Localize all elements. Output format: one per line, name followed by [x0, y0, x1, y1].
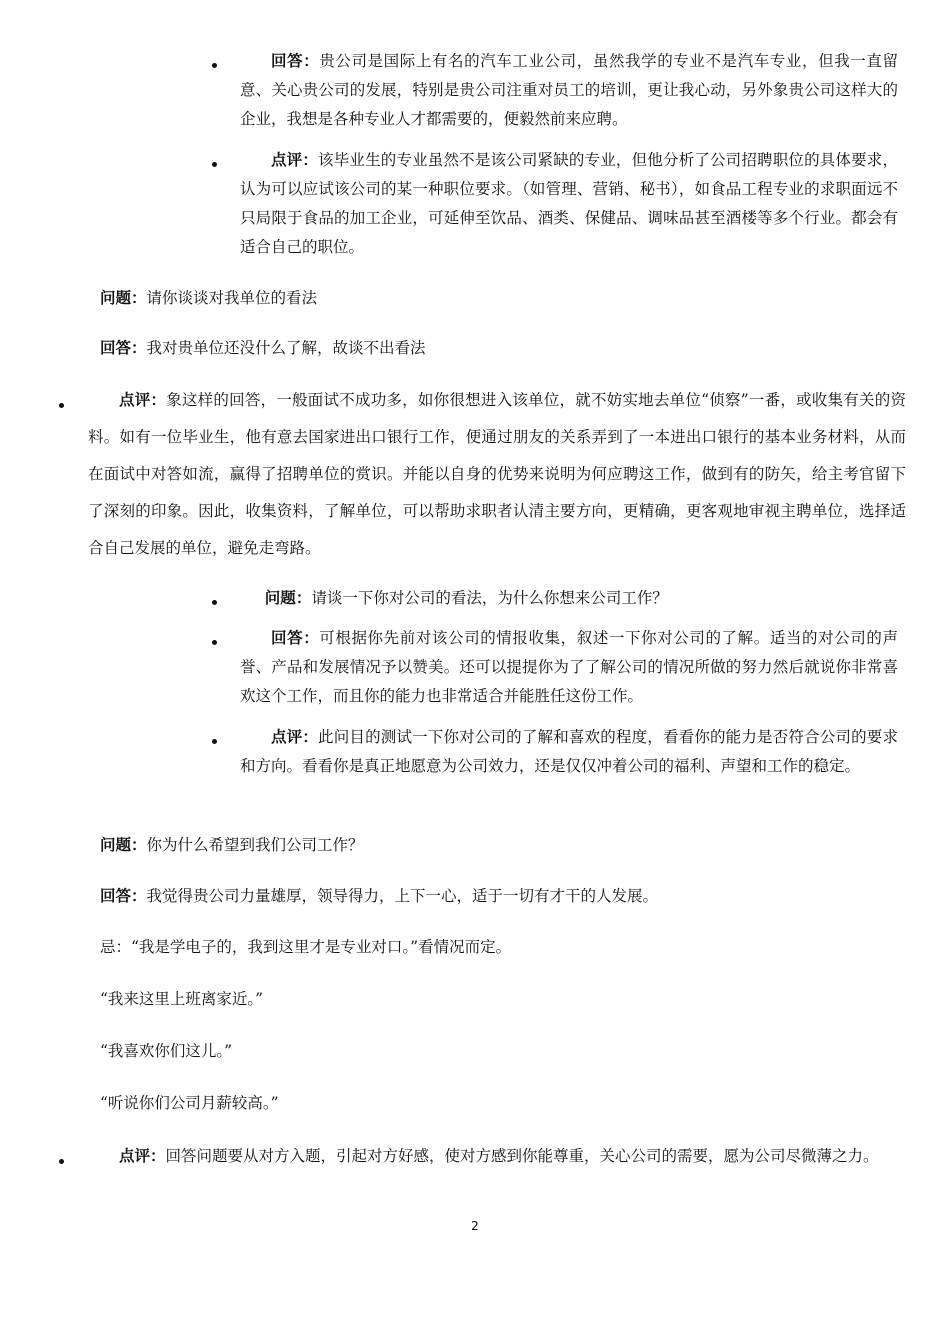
- list-item-text: 点评：此问目的测试一下你对公司的了解和喜欢的程度，看看你的能力是否符合公司的要求和方向。看看你是真正地愿意为公司效力，还是仅仅冲着公司的福利、声望和工作的稳定。: [240, 727, 898, 775]
- answer-label: 回答: [271, 51, 304, 70]
- comment-text: 此问目的测试一下你对公司的了解和喜欢的程度，看看你的能力是否符合公司的要求和方向。看看你是真正地愿意为公司效力，还是仅仅冲着公司的福利、声望和工作的稳定。: [240, 728, 898, 775]
- quote-paragraph: “听说你们公司月薪较高。”: [100, 1094, 279, 1112]
- page-number: 2: [471, 1219, 479, 1233]
- answer-text: 贵公司是国际上有名的汽车工业公司，虽然我学的专业不是汽车专业，但我一直留意、关心贵公司的发展，特别是贵公司注重对员工的培训，更让我心动，另外象贵公司这样大的企业，我想是各种专业人才都需要的，便毅然前来应聘。: [240, 52, 898, 128]
- question-label: 问题: [264, 588, 296, 607]
- comment-label: 点评: [271, 150, 303, 169]
- list-item-text: 点评：该毕业生的专业虽然不是该公司紧缺的专业，但他分析了公司招聘职位的具体要求，认为可以应试该公司的某一种职位要求。（如管理、营销、秘书），如食品工程专业的求职面远不只局限于食品的加工企业，可延伸至饮品、酒类、保健品、调味品甚至酒楼等多个行业。都会有适合自己的职位。: [240, 150, 898, 256]
- bullet-icon: [212, 162, 217, 167]
- answer-label: 回答: [271, 628, 304, 647]
- comment-text: 回答问题要从对方入题，引起对方好感，使对方感到你能尊重，关心公司的需要，愿为公司尽微薄之力。: [165, 1147, 879, 1165]
- list-item-text: 点评：回答问题要从对方入题，引起对方好感，使对方感到你能尊重，关心公司的需要，愿为公司尽微薄之力。: [119, 1146, 879, 1165]
- answer-text: 我对贵单位还没什么了解，故谈不出看法: [146, 339, 426, 357]
- bullet-icon: [212, 640, 217, 645]
- comment-label: 点评: [119, 1146, 151, 1165]
- quote-paragraph: “我来这里上班离家近。”: [100, 990, 264, 1008]
- question-text: 你为什么希望到我们公司工作？: [146, 836, 364, 854]
- bullet-icon: [59, 1159, 64, 1164]
- question-paragraph: 问题：你为什么希望到我们公司工作？: [100, 835, 364, 854]
- list-item-text: 问题：请谈一下你对公司的看法，为什么你想来公司工作？: [264, 588, 668, 607]
- comment-label: 点评: [271, 727, 303, 746]
- list-item-text: 回答：可根据你先前对该公司的情报收集，叙述一下你对公司的了解。适当的对公司的声誉、产品和发展情况予以赞美。还可以提提你为了了解公司的情况所做的努力然后就说你非常喜欢这个工作，而且你的能力也非常适合并能胜任这份工作。: [240, 628, 898, 705]
- comment-label: 点评: [119, 390, 151, 409]
- comment-text: 象这样的回答，一般面试不成功多，如你很想进入该单位，就不妨实地去单位“侦察”一番，或收集有关的资料。如有一位毕业生，他有意去国家进出口银行工作，便通过朋友的关系弄到了一本进出口银行的基本业务材料，从而在面试中对答如流，赢得了招聘单位的赏识。并能以自身的优势来说明为何应聘这工作，做到有的防矢，给主考官留下了深刻的印象。因此，收集资料，了解单位，可以帮助求职者认清主要方向，更精确，更客观地审视主聘单位，选择适合自己发展的单位，避免走弯路。: [88, 391, 906, 557]
- question-paragraph: 问题：请你谈谈对我单位的看法: [100, 288, 318, 307]
- quote-paragraph: “我喜欢你们这儿。”: [100, 1042, 233, 1060]
- bullet-icon: [212, 63, 217, 68]
- bullet-icon: [59, 403, 64, 408]
- answer-text: 我觉得贵公司力量雄厚，领导得力，上下一心，适于一切有才干的人发展。: [146, 887, 659, 905]
- question-text: 请谈一下你对公司的看法，为什么你想来公司工作？: [311, 589, 668, 607]
- question-text: 请你谈谈对我单位的看法: [146, 289, 318, 307]
- comment-text: 该毕业生的专业虽然不是该公司紧缺的专业，但他分析了公司招聘职位的具体要求，认为可以应试该公司的某一种职位要求。（如管理、营销、秘书），如食品工程专业的求职面远不只局限于食品的加工企业，可延伸至饮品、酒类、保健品、调味品甚至酒楼等多个行业。都会有适合自己的职位。: [240, 151, 898, 256]
- avoid-paragraph: 忌：“我是学电子的，我到这里才是专业对口。”看情况而定。: [100, 938, 512, 956]
- answer-text: 可根据你先前对该公司的情报收集，叙述一下你对公司的了解。适当的对公司的声誉、产品和发展情况予以赞美。还可以提提你为了了解公司的情况所做的努力然后就说你非常喜欢这个工作，而且你的能力也非常适合并能胜任这份工作。: [240, 629, 898, 705]
- list-item-text: 回答：贵公司是国际上有名的汽车工业公司，虽然我学的专业不是汽车专业，但我一直留意、关心贵公司的发展，特别是贵公司注重对员工的培训，更让我心动，另外象贵公司这样大的企业，我想是各种专业人才都需要的，便毅然前来应聘。: [240, 51, 898, 128]
- bullet-icon: [212, 600, 217, 605]
- answer-paragraph: 回答：我觉得贵公司力量雄厚，领导得力，上下一心，适于一切有才干的人发展。: [100, 886, 659, 905]
- list-item-text: 点评：象这样的回答，一般面试不成功多，如你很想进入该单位，就不妨实地去单位“侦察”一番，或收集有关的资料。如有一位毕业生，他有意去国家进出口银行工作，便通过朋友的关系弄到了一本进出口银行的基本业务材料，从而在面试中对答如流，赢得了招聘单位的赏识。并能以自身的优势来说明为何应聘这工作，做到有的防矢，给主考官留下了深刻的印象。因此，收集资料，了解单位，可以帮助求职者认清主要方向，更精确，更客观地审视主聘单位，选择适合自己发展的单位，避免走弯路。: [88, 390, 906, 557]
- answer-paragraph: 回答：我对贵单位还没什么了解，故谈不出看法: [100, 338, 426, 357]
- bullet-icon: [212, 739, 217, 744]
